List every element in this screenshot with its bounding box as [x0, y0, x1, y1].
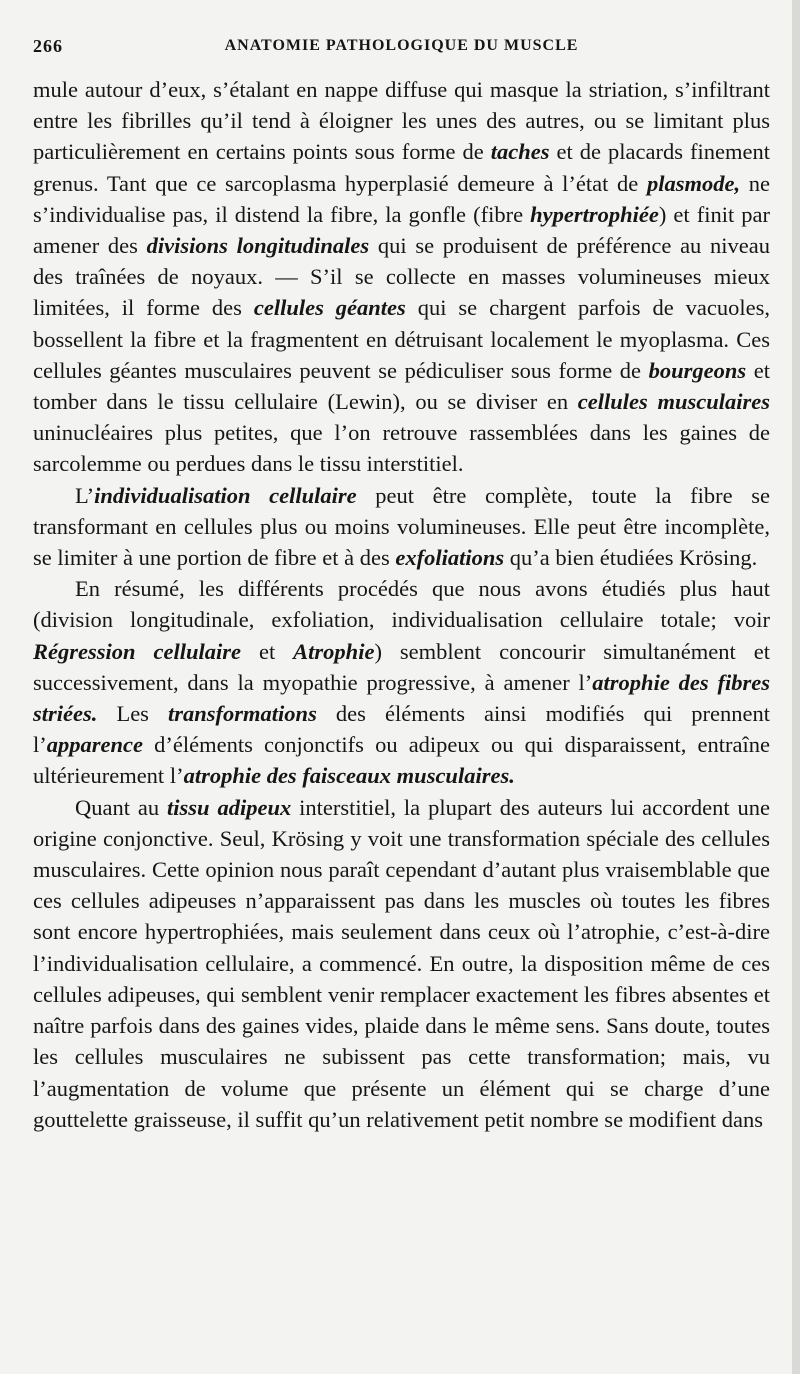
- paragraph: [33, 480, 770, 574]
- text-run: ne s’individualise pas, il distend la fibre, la gonfle (fibre: [33, 170, 770, 227]
- text-run: mule autour d’eux, s’étalant en nappe diffuse qui masque la striation, s’infiltrant entre les fibrilles qu’il tend à éloigner les unes des autres, ou se limitant plus particulièrement en certains points sous forme de: [33, 77, 770, 165]
- paragraph: [33, 573, 770, 791]
- italic-phrase: tissu adipeux: [167, 794, 292, 820]
- text-run: ) semblent concourir simultanément et successivement, dans la myopathie progressive, à amener l’: [33, 638, 770, 695]
- italic-phrase: apparence: [46, 732, 143, 758]
- italic-phrase: cellules géantes: [253, 295, 406, 321]
- paragraph: [33, 74, 770, 480]
- text-run: d’éléments conjonctifs ou adipeux ou qui disparaissent, entraîne ultérieurement l’: [33, 732, 770, 789]
- italic-phrase: atrophie des fibres striées.: [33, 669, 770, 727]
- body-text: [33, 74, 770, 1135]
- text-run: Les: [97, 701, 169, 727]
- italic-phrase: plasmode,: [646, 170, 741, 196]
- text-run: qui se produisent de préférence au niveau des traînées de noyaux. — S’il se collecte en masses volumineuses mieux limitées, il forme des: [33, 233, 770, 321]
- italic-phrase: hypertrophiée: [530, 201, 659, 227]
- italic-phrase: atrophie des faisceaux musculaires.: [183, 763, 515, 789]
- text-run: peut être complète, toute la fibre se transformant en cellules plus ou moins volumineuses. Elle peut être incomplète, se limiter à une portion de fibre et à des: [33, 482, 770, 571]
- text-run: interstitiel, la plupart des auteurs lui accordent une origine conjonctive. Seul, Krösing y voit une transformation spéciale des cellules musculaires. Cette opinion nous paraît cependant d’autant plus vraisemblable que ces cellules adipeuses n’apparaissent pas dans les muscles où toutes les fibres sont encore hypertrophiées, mais seulement dans ceux où l’atrophie, c’est-à-dire l’individualisation cellulaire, a commencé. En outre, la disposition même de ces cellules adipeuses, qui semblent venir remplacer exactement les fibres absentes et naître parfois dans des gaines vides, plaide dans le même sens. Sans doute, toutes les cellules musculaires ne subissent pas cette transformation; mais, vu l’augmentation de volume que présente un élément qui se charge d’une gouttelette graisseuse, il suffit qu’un relativement petit nombre se modifient dans: [33, 794, 770, 1132]
- text-run: qui se chargent parfois de vacuoles, bossellent la fibre et la fragmentent en détruisant localement le myoplasma. Ces cellules géantes musculaires peuvent se pédiculiser sous forme de: [33, 295, 770, 383]
- paragraph: [33, 792, 770, 1135]
- italic-phrase: exfoliations: [395, 545, 505, 571]
- italic-phrase: Atrophie: [293, 638, 375, 664]
- text-run: et tomber dans le tissu cellulaire (Lewin), ou se diviser en: [33, 357, 770, 415]
- text-run: uninucléaires plus petites, que l’on retrouve rassemblées dans les gaines de sarcolemme ou perdues dans le tissu interstitiel.: [33, 420, 770, 477]
- italic-phrase: bourgeons: [648, 357, 747, 383]
- italic-phrase: Régression cellulaire: [33, 638, 241, 664]
- italic-phrase: individualisation cellulaire: [94, 482, 357, 508]
- text-run: et de placards finement grenus. Tant que ce sarcoplasma hyperplasié demeure à l’état de: [33, 139, 771, 196]
- text-run: ) et finit par amener des: [33, 201, 770, 259]
- page-number: 266: [33, 36, 63, 56]
- text-run: qu’a bien étudiées Krösing.: [504, 545, 758, 571]
- page-header: [33, 34, 770, 60]
- text-run: Quant au: [75, 794, 168, 820]
- running-title: ANATOMIE PATHOLOGIQUE DU MUSCLE: [224, 37, 579, 54]
- text-run: des éléments ainsi modifiés qui prennent l’: [33, 701, 770, 758]
- italic-phrase: taches: [490, 139, 550, 165]
- text-run: L’: [75, 482, 95, 508]
- text-run: et: [240, 638, 294, 664]
- italic-phrase: transformations: [168, 701, 317, 727]
- page-edge: [792, 0, 800, 1374]
- text-run: En résumé, les différents procédés que nous avons étudiés plus haut (division longitudinale, exfoliation, individualisation cellulaire totale; voir: [33, 576, 770, 633]
- italic-phrase: cellules musculaires: [577, 389, 770, 415]
- italic-phrase: divisions longitudinales: [146, 233, 370, 259]
